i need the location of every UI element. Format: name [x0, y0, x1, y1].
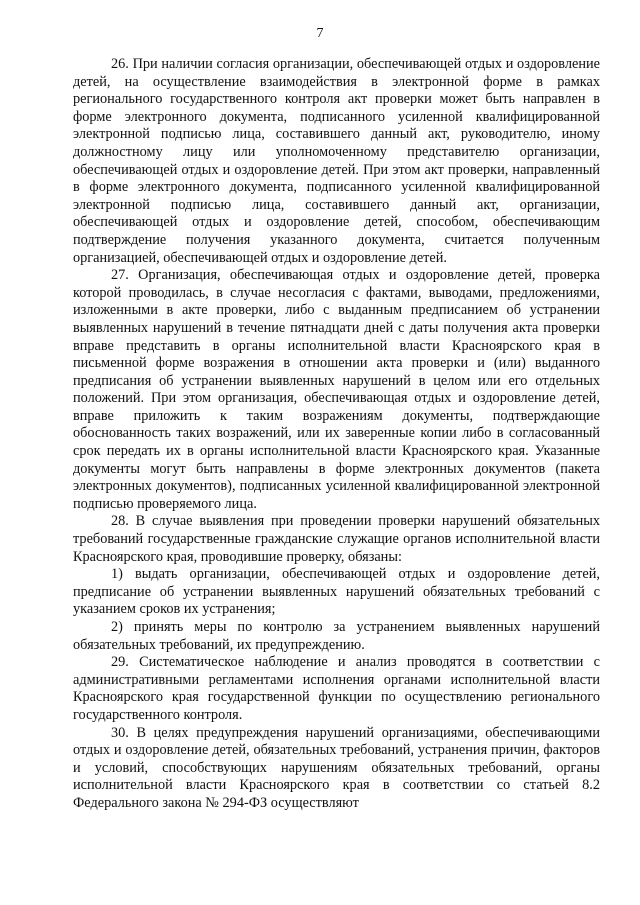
- paragraph-27: 27. Организация, обеспечивающая отдых и оздоровление детей, проверка которой проводилась, в случае несогласия с фактами, выводами, предложениями, изложенными в акте проверки, либо с выданным предписанием об устранении выявленных нарушений в течение пятнадцати дней с даты получения акта проверки вправе представить в органы исполнительной власти Красноярского края в письменной форме возражения в отношении акта проверки и (или) выданного предписания об устранении выявленных нарушений в целом или его отдельных положений. При этом организация, обеспечивающая отдых и оздоровление детей, вправе приложить к таким возражениям документы, подтверждающие обоснованность таких возражений, или их заверенные копии либо в согласованный срок передать их в органы исполнительной власти Красноярского края. Указанные документы могут быть направлены в форме электронных документов (пакета электронных документов), подписанных усиленной квалифицированной электронной подписью проверяемого лица.: [73, 267, 600, 512]
- paragraph-29: 29. Систематическое наблюдение и анализ проводятся в соответствии с административными регламентами исполнения органами исполнительной власти Красноярского края государственной функции по осуществлению регионального государственного контроля.: [73, 654, 600, 723]
- paragraph-28-item-2: 2) принять меры по контролю за устранением выявленных нарушений обязательных требований, их предупреждению.: [73, 619, 600, 653]
- paragraph-28: 28. В случае выявления при проведении проверки нарушений обязательных требований государственные гражданские служащие органов исполнительной власти Красноярского края, проводившие проверку, обязаны:: [73, 513, 600, 565]
- paragraph-30: 30. В целях предупреждения нарушений организациями, обеспечивающими отдых и оздоровление детей, обязательных требований, устранения причин, факторов и условий, способствующих нарушениям обязательных требований, органы исполнительной власти Красноярского края в соответствии со статьей 8.2 Федерального закона № 294-ФЗ осуществляют: [73, 724, 600, 811]
- page-number: 7: [316, 26, 324, 41]
- document-body: [73, 56, 600, 813]
- paragraph-28-item-1: 1) выдать организации, обеспечивающей отдых и оздоровление детей, предписание об устранении выявленных нарушений обязательных требований с указанием сроков их устранения;: [73, 566, 600, 618]
- paragraph-26: 26. При наличии согласия организации, обеспечивающей отдых и оздоровление детей, на осуществление взаимодействия в электронной форме в рамках регионального государственного контроля акт проверки может быть направлен в форме электронного документа, подписанного усиленной квалифицированной электронной подписью лица, составившего данный акт, руководителю, иному должностному лицу или уполномоченному представителю организации, обеспечивающей отдых и оздоровление детей. При этом акт проверки, направленный в форме электронного документа, подписанного усиленной квалифицированной электронной подписью лица, составившего данный акт, организации, обеспечивающей отдых и оздоровление детей, способом, обеспечивающим подтверждение получения указанного документа, считается полученным организацией, обеспечивающей отдых и оздоровление детей.: [73, 56, 600, 266]
